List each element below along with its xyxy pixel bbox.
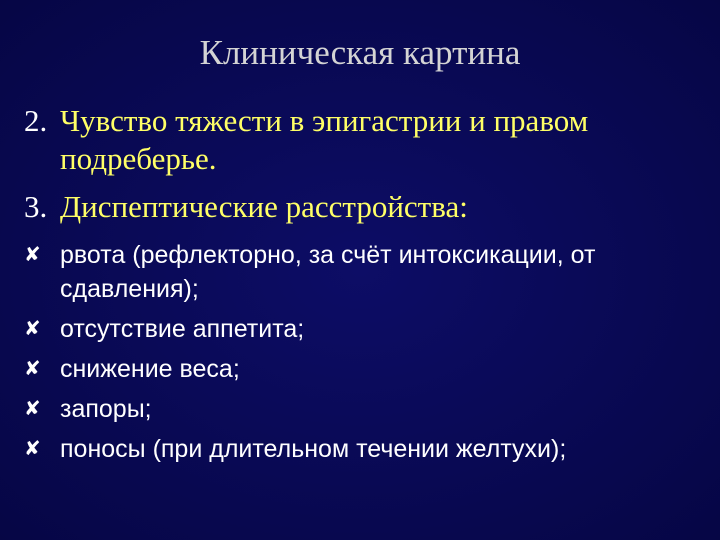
slide-title: Клиническая картина	[199, 33, 521, 72]
list-item-text: отсутствие аппетита;	[60, 315, 305, 343]
list-item-text: поносы (при длительном течении желтухи);	[60, 435, 567, 463]
list-item	[24, 312, 704, 346]
x-mark-icon: ✘	[24, 438, 41, 460]
list-item-text: снижение веса;	[60, 355, 240, 383]
list-item	[24, 392, 704, 426]
list-item	[24, 352, 704, 386]
x-mark-icon: ✘	[24, 398, 41, 420]
x-mark-icon: ✘	[24, 318, 41, 340]
symptom-list	[24, 238, 704, 472]
list-item-text: запоры;	[60, 395, 152, 423]
numbered-item-2	[24, 102, 694, 178]
item-text-continued: подреберье.	[60, 141, 217, 176]
x-mark-icon: ✘	[24, 244, 41, 266]
item-text: Диспептические расстройства:	[60, 189, 468, 224]
list-item-text: рвота (рефлекторно, за счёт интоксикации, от	[60, 241, 596, 269]
list-item-text-continued: сдавления);	[60, 275, 199, 303]
x-mark-icon: ✘	[24, 358, 41, 380]
item-text: Чувство тяжести в эпигастрии и правом	[60, 103, 589, 138]
numbered-item-3	[24, 188, 694, 226]
item-number: 3.	[24, 189, 48, 224]
list-item	[24, 432, 704, 466]
item-number: 2.	[24, 103, 48, 138]
list-item	[24, 238, 704, 306]
